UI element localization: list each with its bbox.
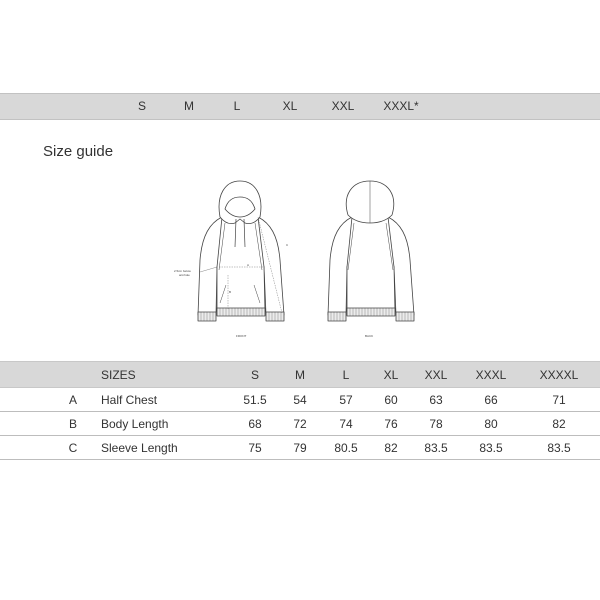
table-row <box>0 388 600 412</box>
cell-l: 80.5 <box>334 441 358 455</box>
front-hoodie-drawing <box>198 181 284 321</box>
top-size-l: L <box>233 99 241 113</box>
header-l: L <box>342 368 350 382</box>
cell-xxxl: 80 <box>484 417 498 431</box>
cell-xxxxl: 71 <box>552 393 566 407</box>
cell-m: 54 <box>293 393 307 407</box>
back-hoodie-drawing <box>328 181 414 321</box>
cell-xxl: 83.5 <box>424 441 448 455</box>
top-size-xxxl: XXXL* <box>383 99 419 113</box>
table-row <box>0 436 600 460</box>
cell-xl: 76 <box>384 417 398 431</box>
header-m: M <box>295 368 305 382</box>
armhole-note-line2: armhole <box>179 273 190 277</box>
header-xxl: XXL <box>424 368 448 382</box>
hoodie-diagram <box>170 175 440 345</box>
header-xxxl: XXXL <box>475 368 507 382</box>
cell-l: 74 <box>339 417 353 431</box>
marker-b: B <box>229 290 232 294</box>
armhole-note-line1: 2.5cm below <box>174 269 191 273</box>
cell-s: 75 <box>248 441 262 455</box>
cell-m: 72 <box>293 417 307 431</box>
cell-m: 79 <box>293 441 307 455</box>
top-size-bar <box>0 93 600 120</box>
cell-s: 51.5 <box>243 393 267 407</box>
marker-a: A <box>247 263 250 267</box>
cell-s: 68 <box>248 417 262 431</box>
back-label: BACK <box>365 334 374 338</box>
top-size-s: S <box>137 99 147 113</box>
cell-xl: 60 <box>384 393 398 407</box>
header-s: S <box>250 368 260 382</box>
top-size-xxl: XXL <box>331 99 355 113</box>
row-letter: B <box>68 417 78 431</box>
row-letter: C <box>68 441 78 455</box>
cell-xxxxl: 82 <box>552 417 566 431</box>
header-sizes: SIZES <box>101 368 136 382</box>
cell-l: 57 <box>339 393 353 407</box>
top-size-xl: XL <box>282 99 298 113</box>
row-name: Body Length <box>101 417 169 431</box>
table-header-row <box>0 361 600 388</box>
cell-xxxl: 83.5 <box>479 441 503 455</box>
top-size-m: M <box>184 99 194 113</box>
size-table <box>0 361 600 460</box>
front-label: FRONT <box>236 334 247 338</box>
marker-c: C <box>286 243 289 247</box>
header-xxxxl: XXXXL <box>539 368 579 382</box>
row-letter: A <box>68 393 78 407</box>
cell-xxxxl: 83.5 <box>547 441 571 455</box>
cell-xxl: 63 <box>429 393 443 407</box>
page-title: Size guide <box>43 143 114 160</box>
cell-xl: 82 <box>384 441 398 455</box>
row-name: Half Chest <box>101 393 158 407</box>
row-name: Sleeve Length <box>101 441 178 455</box>
cell-xxxl: 66 <box>484 393 498 407</box>
table-row <box>0 412 600 436</box>
cell-xxl: 78 <box>429 417 443 431</box>
header-xl: XL <box>383 368 399 382</box>
